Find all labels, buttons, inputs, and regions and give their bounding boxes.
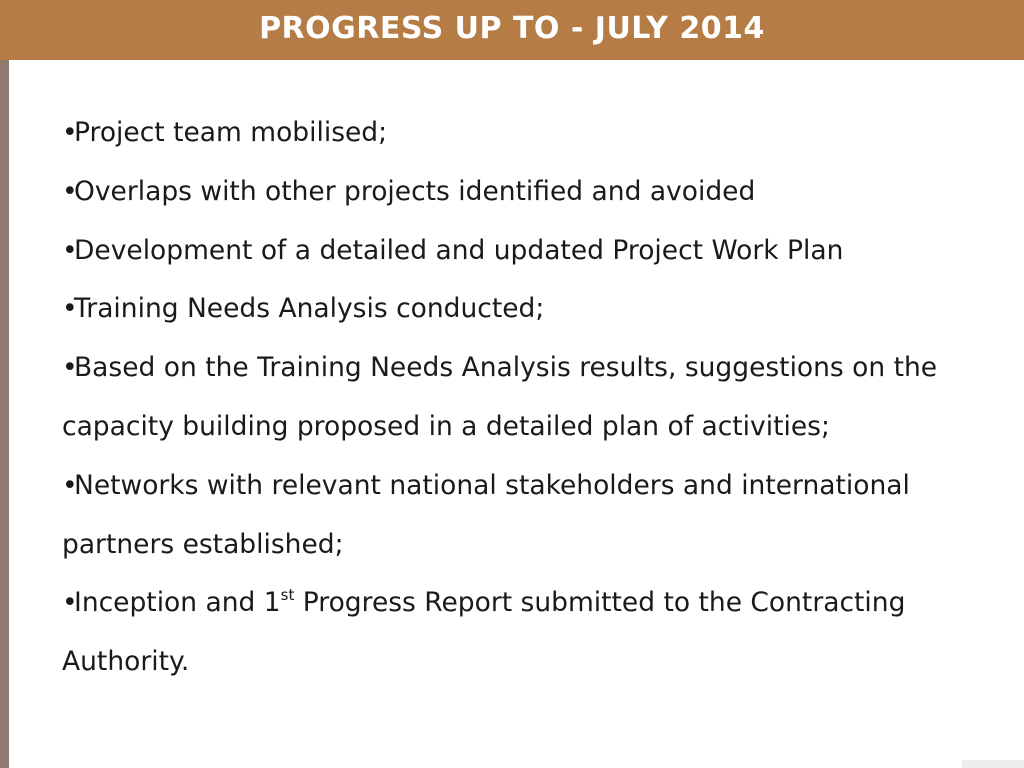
bullet-icon: • <box>62 234 78 266</box>
bullet-icon: • <box>62 352 78 384</box>
bullet-icon: • <box>62 293 78 325</box>
ordinal-suffix: st <box>280 586 295 605</box>
title-bar <box>0 0 1024 60</box>
bullet-icon: • <box>62 117 78 148</box>
bullet-text-before: Inception and 1 <box>74 587 281 619</box>
bullet-text: Development of a detailed and updated Project Work Plan <box>74 234 844 266</box>
list-item <box>62 104 1012 163</box>
corner-mark <box>962 760 1024 768</box>
bullet-text: Project team mobilised; <box>74 117 388 148</box>
list-item <box>62 457 1012 575</box>
bullet-text: Training Needs Analysis conducted; <box>74 293 545 325</box>
list-item <box>62 339 1012 457</box>
bullet-icon: • <box>62 469 78 501</box>
bullet-text: Based on the Training Needs Analysis results, suggestions on the capacity building proposed in a detailed plan of activities; <box>62 352 938 442</box>
slide-title: PROGRESS UP TO - JULY 2014 <box>259 10 765 46</box>
bullet-text: Networks with relevant national stakeholders and international partners established; <box>62 469 910 560</box>
bullet-icon: • <box>62 587 78 619</box>
list-item <box>62 574 1012 692</box>
left-accent-rule <box>0 60 9 768</box>
list-item <box>62 222 1012 281</box>
bullet-list <box>62 104 1012 692</box>
bullet-text-after: Progress Report submitted to the Contracting Authority. <box>62 587 906 678</box>
list-item <box>62 280 1012 339</box>
bullet-icon: • <box>62 175 78 207</box>
list-item <box>62 163 1012 222</box>
bullet-text: Overlaps with other projects identified and avoided <box>74 175 756 207</box>
